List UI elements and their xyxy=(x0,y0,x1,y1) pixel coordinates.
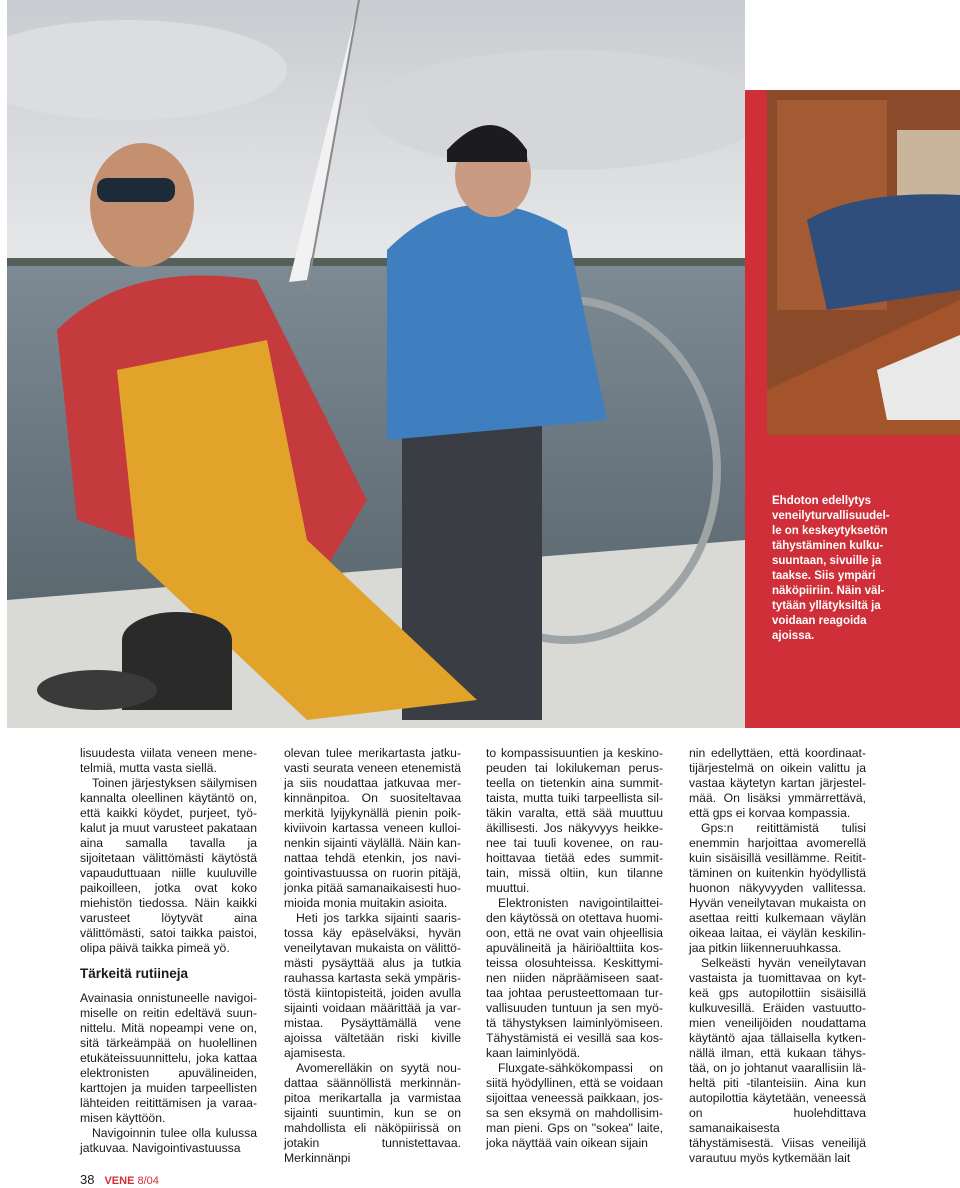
article-body xyxy=(0,746,960,1165)
caption-line: tytään yllätyksiltä ja xyxy=(772,600,881,612)
page-number: 38 xyxy=(80,1172,95,1187)
text-column-2 xyxy=(284,746,461,1166)
magazine-name: VENE xyxy=(104,1175,135,1187)
paragraph: Avainasia onnistuneelle navigoimiselle on reitin edeltävä suunnittelu. Mitä nopeampi vene on, sitä tärkeämpää on huolellinen etukäteissuunnittelu, joka kattaa elektronisten apuvälineiden, karttojen ja muiden tarpeellisten lähteiden reitittämisen ja varaamisen käyttöön. xyxy=(80,991,257,1125)
caption-line: le on keskeytyksetön xyxy=(772,525,888,537)
paragraph: Heti jos tarkka sijainti saaristossa käy epäselväksi, hyvän veneilytavan mukaista on välittömästi pysäyttää alus ja tutkia rauhassa kartasta sekä ympäristöstä kiintopisteitä, joiden avulla sijainti voidaan määrittää ja varmistaa. Pysäyttämällä vene ajoissa vältetään riski kiville ajamisesta. xyxy=(284,911,461,1060)
paragraph: Gps:n reitittämistä tulisi enemmin harjoittaa avomerellä kuin sisäisillä vesillämme. Reitittäminen on kuitenkin hyödyllistä huonon näkyvyyden vallitessa. Hyvän veneilytavan mukaista on asettaa reitti kulkemaan väylän oikeaa laitaa, ei väylän keskilinjaa pitkin liikenneruuhkassa. xyxy=(689,821,866,955)
paragraph: lisuudesta viilata veneen menetelmiä, mutta vasta siellä. xyxy=(80,746,257,775)
paragraph: Avomerelläkin on syytä noudattaa säännöllistä merkinnänpitoa merikartalla ja varmistaa sijainti suuntimin, kun se on mahdollista eli näköpiirissä on jotakin tunnistettavaa. Merkinnänpi xyxy=(284,1061,461,1165)
paragraph: olevan tulee merikartasta jatkuvasti seurata veneen etenemistä ja siis noudattaa jatkuvaa merkinnänpitoa. On suositeltavaa merkitä lyijykynällä pienin poikkiviivoin kartassa veneen kulloinenkin sijainti väylällä. Näin kannattaa tehdä etenkin, jos navigointivastuussa on ruorin pitäjä, jonka pitää samanaikaisesti huomioida monia muitakin asioita. xyxy=(284,746,461,910)
caption-line: suuntaan, sivuille ja xyxy=(772,555,882,567)
text-column-4 xyxy=(689,746,866,1166)
photo-caption xyxy=(772,494,954,644)
paragraph: Selkeästi hyvän veneilytavan vastaista ja tuomittavaa on kytkeä gps autopilottiin sisäisillä kulkuvesillä. Eräiden vastuuttomien veneilijöiden noudattama käytäntö ajaa tällaisella kytkennällä ilman, että kukaan tähystää, on jo johtanut vaarallisiin läheltä piti -tilanteisiin. Aina kun autopilottia käytetään, veneessä on huolehdittava samanaikaisesta tähystämisestä. Viisas veneilijä varautuu myös kytkemään lait xyxy=(689,956,866,1165)
caption-line: ajoissa. xyxy=(772,630,815,642)
caption-line: veneilyturvallisuudel- xyxy=(772,510,890,522)
paragraph: nin edellyttäen, että koordinaattijärjestelmä on oikein valittu ja vastaa käytetyn kartan järjestelmää. On lisäksi ymmärrettävä, että gps ei korvaa kompassia. xyxy=(689,746,866,820)
main-photo-sailing xyxy=(7,0,745,728)
paragraph: Fluxgate-sähkökompassi on siitä hyödyllinen, että se voidaan sijoittaa veneessä paikkaan, jossa sen eksymä on mahdollisimman pieni. Gps on "sokea" laite, joka näyttää vain oikean sijain xyxy=(486,1061,663,1150)
paragraph: Elektronisten navigointilaitteiden käytössä on otettava huomioon, että ne ovat vain ohjeellisia apuvälineitä ja häiriöalttiita kosteissa olosuhteissa. Keskittyminen niiden näpräämiseen saattaa johtaa perusteettomaan turvallisuuden tuntuun ja sen myötä tähystyksen laiminlyömiseen. Tähystämistä ei vesillä saa koskaan laiminlyödä. xyxy=(486,896,663,1060)
inset-photo-cabin xyxy=(767,90,960,435)
caption-line: näköpiiriin. Näin väl- xyxy=(772,585,885,597)
paragraph: Toinen järjestyksen säilymisen kannalta oleellinen käytäntö on, että kaikki köydet, purjeet, työkalut ja muut varusteet pakataan aina samalla tavalla ja sijoitetaan välittömästi käytöstä vapauduttuaan niille kuuluville paikoilleen, jotka ovat koko miehistön tiedossa. Näin kaikki varusteet löytyvät aina välittömästi, satoi taikka paistoi, olipa päivä taikka pimeä yö. xyxy=(80,776,257,955)
issue-number: 8/04 xyxy=(134,1175,159,1187)
text-column-3 xyxy=(486,746,663,1151)
section-heading: Tärkeitä rutiineja xyxy=(80,966,189,981)
caption-line: taakse. Siis ympäri xyxy=(772,570,876,582)
paragraph: to kompassisuuntien ja keskinopeuden tai lokilukeman perusteella on tietenkin aina summittaista, mutta tuiki tarpeellista siltäkin varalta, että sää muuttuu äkillisesti. Jos näkyvyys heikkenee tai tuuli kovenee, on rauhoittavaa tietää edes summittain, missä oltiin, kun tilanne muuttui. xyxy=(486,746,663,895)
caption-line: voidaan reagoida xyxy=(772,615,867,627)
caption-line: tähystäminen kulku- xyxy=(772,540,884,552)
paragraph: Navigoinnin tulee olla kulussa jatkuvaa. Navigointivastuussa xyxy=(80,1126,257,1155)
page-footer xyxy=(80,1172,159,1188)
caption-line: Ehdoton edellytys xyxy=(772,495,872,507)
text-column-1 xyxy=(80,746,257,1156)
